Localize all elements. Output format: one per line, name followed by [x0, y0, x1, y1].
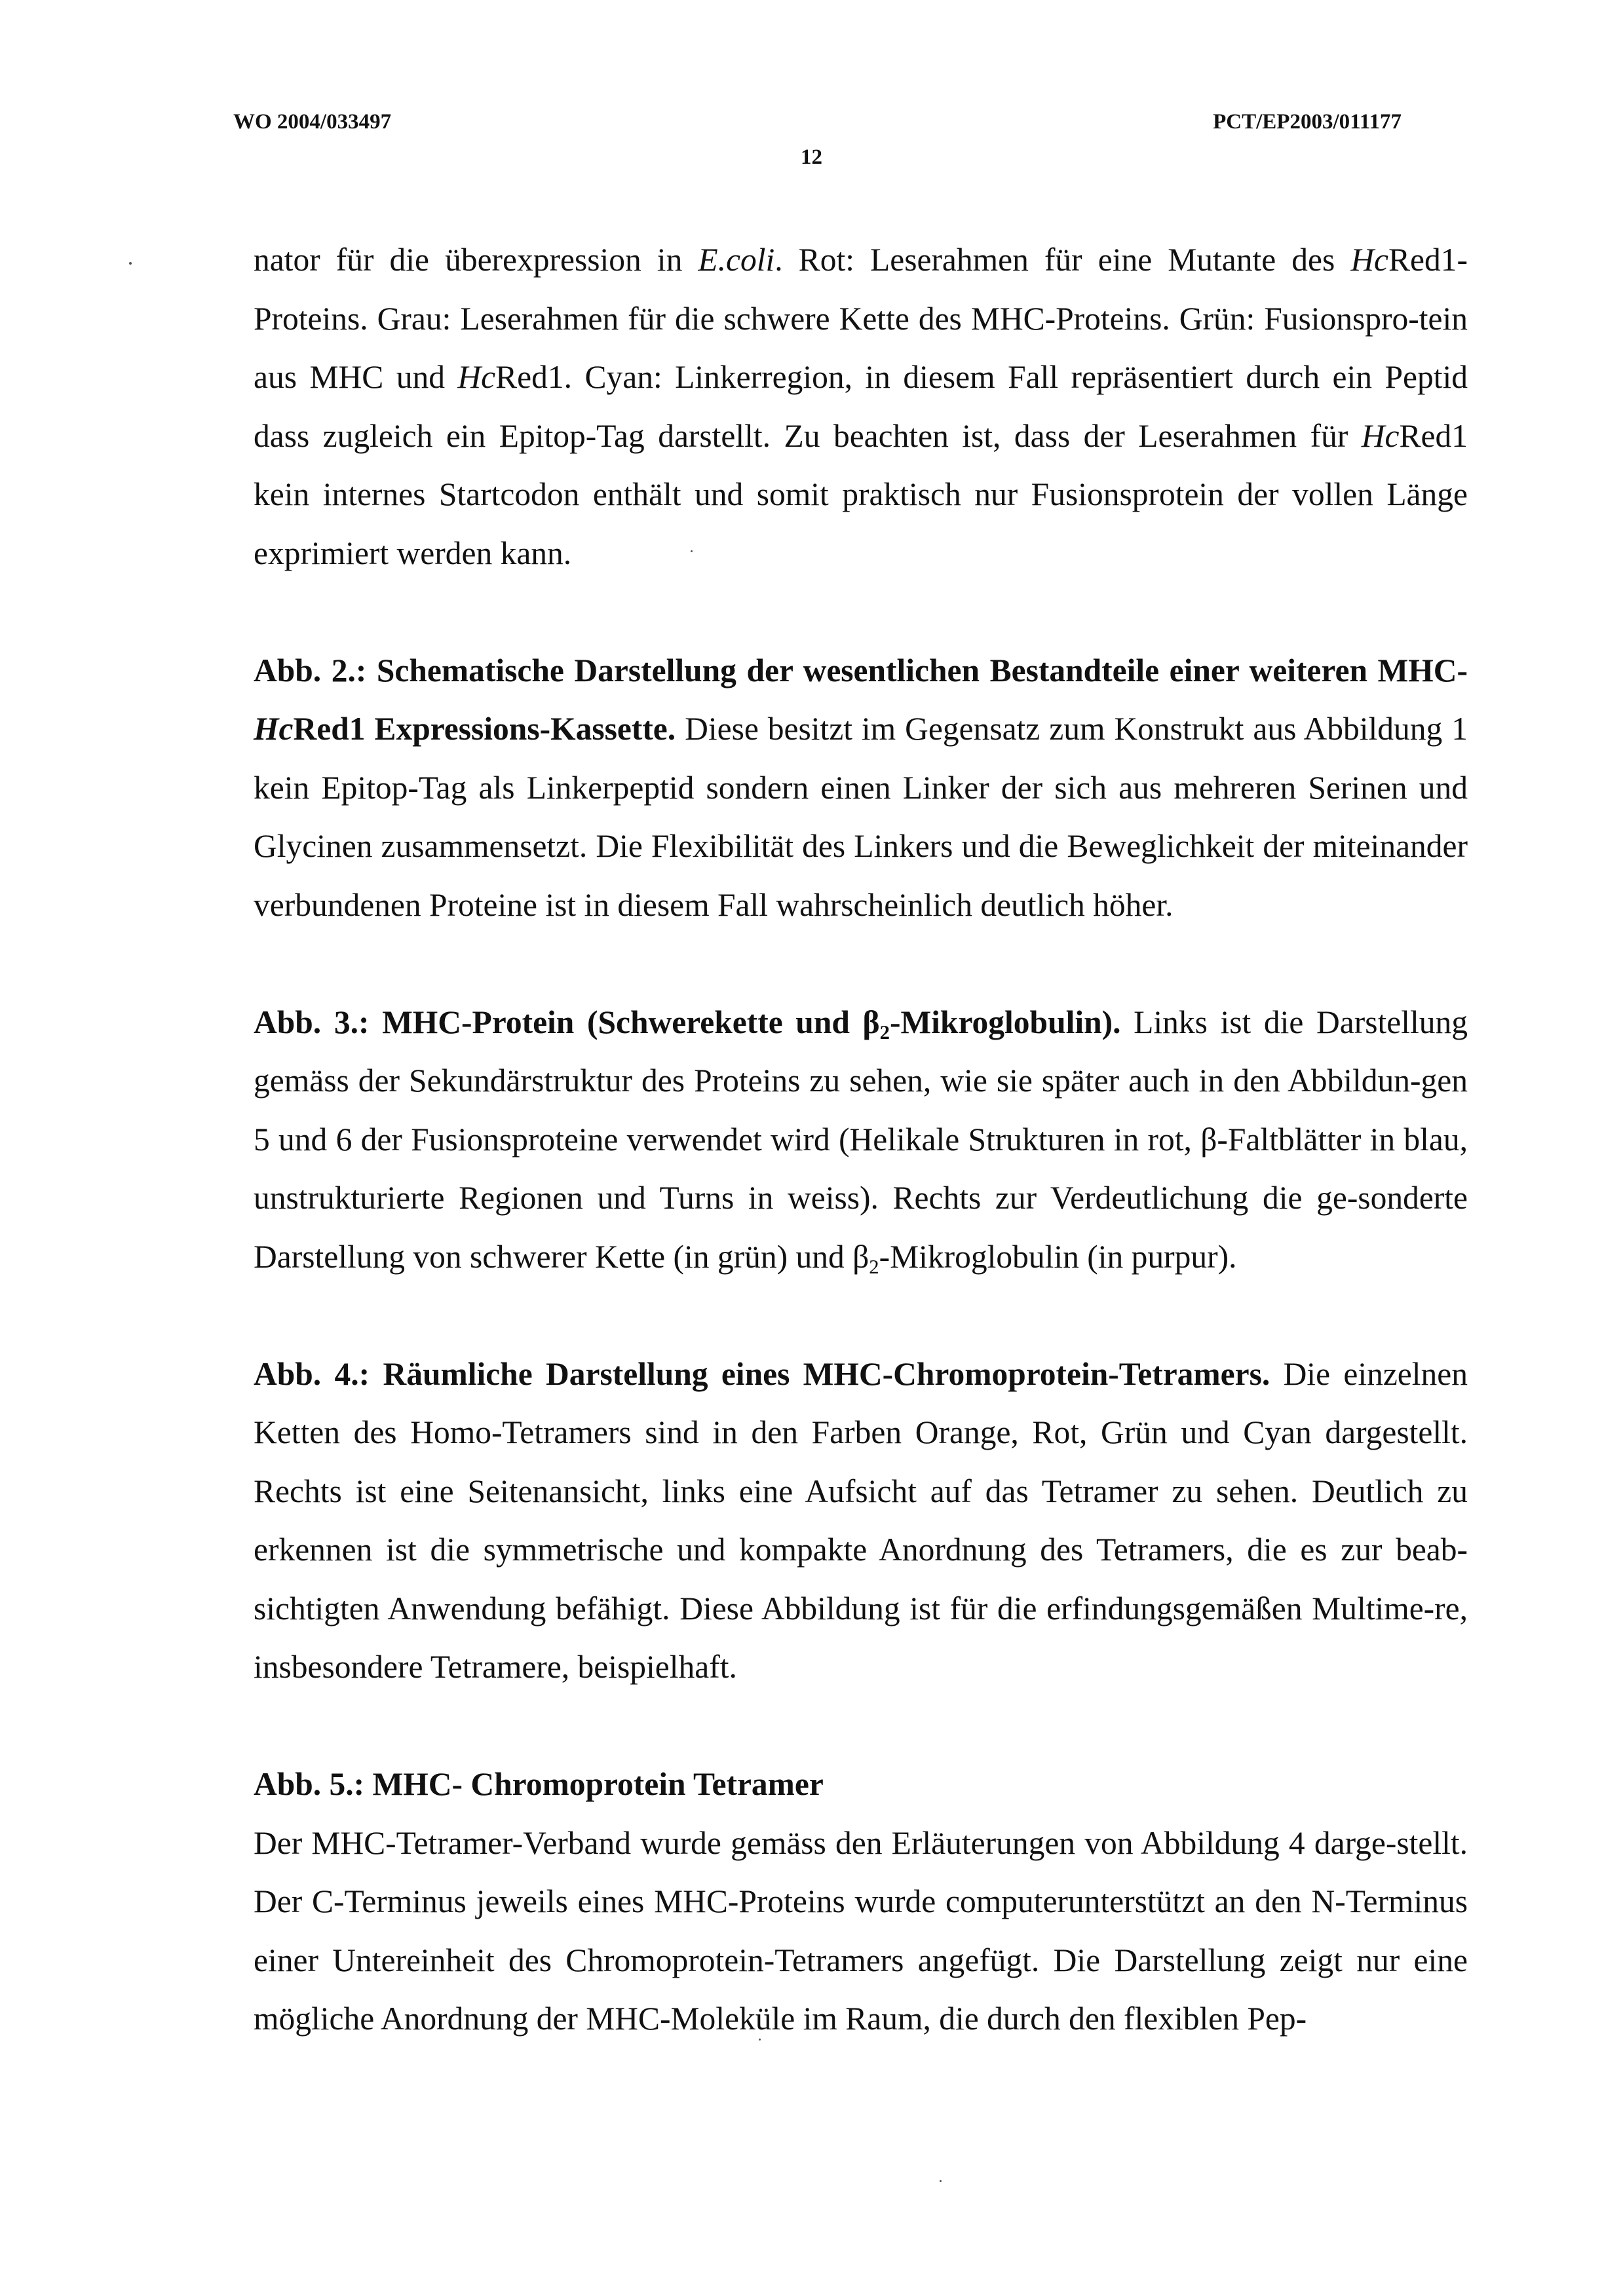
abb3-heading-end: -Mikroglobulin).	[889, 1004, 1121, 1040]
publication-number: WO 2004/033497	[233, 110, 392, 134]
intro-text-3: Red1-Proteins. Grau: Leserahmen für die schwere Kette des MHC-Proteins. Grün: Fusionspro-tein aus MHC und	[254, 242, 1468, 395]
abb4-text: Die einzelnen Ketten des Homo-Tetramers sind in den Farben Orange, Rot, Grün und Cyan dargestellt. Rechts ist eine Seitenansicht, links eine Aufsicht auf das Tetramer zu sehen. Deutlich zu erkennen ist die symmetrische und kompakte Anordnung des Tetramers, die es zur beab-sichtigten Anwendung befähigt. Diese Abbildung ist für die erfindungsgemäßen Multime-re, insbesondere Tetramere, beispielhaft.	[254, 1355, 1468, 1685]
paragraph-abb4	[254, 1345, 1468, 1697]
application-number: PCT/EP2003/011177	[1213, 110, 1402, 134]
paragraph-abb5: Der MHC-Tetramer-Verband wurde gemäss den Erläuterungen von Abbildung 4 darge-stellt. Der C-Terminus jeweils eines MHC-Proteins wurde computerunterstützt an den N-Terminus einer Untereinheit des Chromoprotein-Tetramers angefügt. Die Darstellung zeigt nur eine mögliche Anordnung der MHC-Moleküle im Raum, die durch den flexiblen Pep-	[254, 1824, 1468, 2037]
scan-speck	[940, 2180, 942, 2182]
document-body	[254, 231, 1468, 2048]
intro-text-4: Red1. Cyan: Linkerregion, in diesem Fall repräsentiert durch ein Peptid dass zugleich ein Epitop-Tag darstellt. Zu beachten ist, dass der Leserahmen für	[254, 359, 1468, 454]
hc-term: Hc	[1350, 242, 1389, 278]
abb2-text: Diese besitzt im Gegensatz zum Konstrukt aus Abbildung 1 kein Epitop-Tag als Linkerpeptid sondern einen Linker der sich aus mehreren Serinen und Glycinen zusammensetzt. Die Flexibilität des Linkers und die Beweglichkeit der miteinander verbundenen Proteine ist in diesem Fall wahrscheinlich deutlich höher.	[254, 711, 1468, 923]
abb2-heading-end: Red1 Expressions-Kassette.	[293, 711, 676, 747]
abb2-heading: Abb. 2.: Schematische Darstellung der wesentlichen Bestandteile einer weiteren MHC-	[254, 652, 1468, 688]
paragraph-intro	[254, 231, 1468, 582]
subscript: 2	[869, 1255, 879, 1278]
paragraph-abb3	[254, 993, 1468, 1287]
abb3-text-1: Links ist die Darstellung gemäss der Sekundärstruktur des Proteins zu sehen, wie sie später auch in den Abbildun-gen 5 und 6 der Fusionsproteine verwendet wird (Helikale Strukturen in rot, β-Faltblätter in blau, unstrukturierte Regionen und Turns in weiss). Rechts zur Verdeutlichung die ge-sonderte Darstellung von schwerer Kette (in grün) und β	[254, 1004, 1468, 1275]
abb4-heading: Abb. 4.: Räumliche Darstellung eines MHC-Chromoprotein-Tetramers.	[254, 1355, 1270, 1392]
abb5-heading: Abb. 5.: MHC- Chromoprotein Tetramer	[254, 1766, 824, 1802]
scan-speck	[759, 2039, 761, 2041]
hc-term: Hc	[1361, 417, 1400, 454]
subscript: 2	[879, 1021, 890, 1044]
abb3-heading: Abb. 3.: MHC-Protein (Schwerekette und β	[254, 1004, 880, 1040]
abb3-text-2: -Mikroglobulin (in purpur).	[879, 1238, 1237, 1275]
ecoli-term: E.coli	[698, 242, 775, 278]
hc-term: Hc	[457, 359, 496, 395]
scan-speck	[691, 550, 693, 552]
intro-text-2: . Rot: Leserahmen für eine Mutante des	[774, 242, 1351, 278]
page-number: 12	[801, 145, 822, 169]
paragraph-abb2	[254, 641, 1468, 935]
scan-speck	[129, 262, 132, 265]
intro-text-5: Red1 kein internes Startcodon enthält und somit praktisch nur Fusionsprotein der vollen Länge exprimiert werden kann.	[254, 417, 1468, 571]
intro-text-1: nator für die überexpression in	[254, 242, 698, 278]
hc-term: Hc	[254, 711, 294, 747]
